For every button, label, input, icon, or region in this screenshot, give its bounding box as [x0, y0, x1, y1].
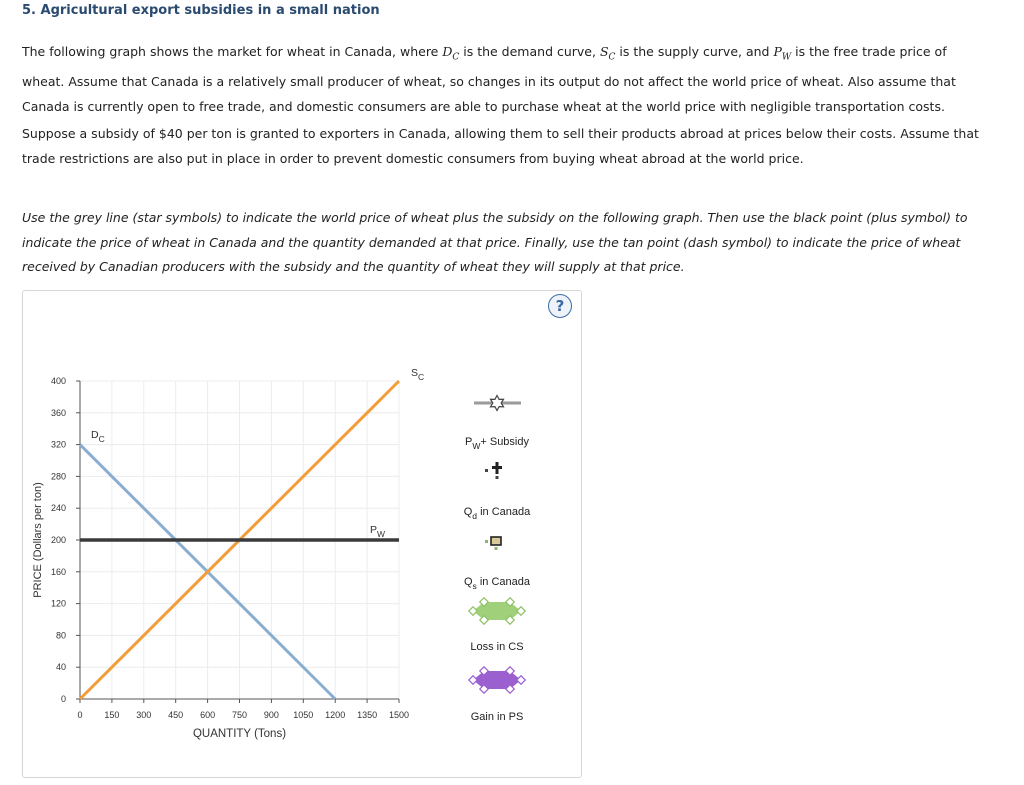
star-icon[interactable] [491, 396, 504, 411]
help-icon[interactable]: ? [548, 294, 572, 318]
y-tick-label-2: 80 [55, 630, 66, 641]
intro-text-c: is the supply curve, and [615, 44, 774, 59]
x-axis-title: QUANTITY (Tons) [192, 728, 287, 740]
x-tick-label-10: 1500 [388, 710, 410, 720]
x-tick-label-2: 300 [136, 710, 152, 720]
plus-tool-dot-left [485, 469, 488, 472]
intro-text-b: is the demand curve, [459, 44, 600, 59]
sc-symbol: $S_C$ [599, 44, 616, 63]
dc-symbol: $D_C$ [442, 44, 460, 63]
y-tick-label-6: 240 [50, 503, 66, 514]
series-label-dc: $D_C$ [91, 429, 105, 444]
x-tick-label-6: 900 [263, 710, 279, 720]
green-area-handle-2[interactable] [517, 607, 525, 615]
y-tick-label-10: 400 [50, 376, 66, 386]
intro-text-d: is the free trade price of wheat. Assume that Canada is a relatively small producer of wheat, so changes in its output do not affect the world price of wheat. Also assume that Canada is currently open to free trade, and domestic consumers are able to purchase wheat at the world price with negligible transportation costs. [22, 44, 956, 114]
series-label-sc: $S_C$ [411, 367, 425, 382]
x-tick-label-5: 750 [231, 710, 248, 720]
intro-paragraph-2: Suppose a subsidy of $40 per ton is granted to exporters in Canada, allowing them to sell their products abroad at prices below their costs. Assume that trade restrictions are also put in place in order to prevent domestic consumers from buying wheat abroad at the world price. [22, 126, 979, 166]
palette-label-0: $P_W+$ Subsidy [465, 436, 529, 451]
y-tick-label-1: 40 [55, 662, 66, 673]
x-tick-label-7: 1050 [293, 710, 314, 720]
green-area-handle-5[interactable] [469, 607, 477, 615]
y-axis-title: PRICE (Dollars per ton) [32, 482, 44, 598]
purple-area-handle-2[interactable] [517, 676, 525, 684]
x-tick-label-3: 450 [168, 710, 184, 720]
palette-label-4: Gain in PS [470, 711, 524, 723]
dash-tool-dot-bottom [495, 547, 498, 550]
x-tick-label-1: 150 [104, 710, 120, 720]
y-tick-label-5: 200 [50, 535, 66, 545]
dc-sub: C [452, 52, 460, 63]
pw-symbol: $P_W$ [773, 44, 792, 63]
x-tick-label-0: 0 [77, 710, 83, 720]
sc-sub: C [608, 52, 616, 63]
green-area-icon[interactable] [473, 602, 521, 620]
pw-sub: W [781, 52, 792, 63]
y-tick-label-8: 320 [50, 439, 66, 450]
instructions-paragraph: Use the grey line (star symbols) to indicate the world price of wheat plus the subsidy on the following graph. Then use the black point (plus symbol) to indicate the price of wheat in Canada and the quantity demanded at that price. Finally, use the tan point (dash symbol) to indicate the price of wheat received by Canadian producers with the subsidy and the quantity of wheat they will supply at that price. [22, 210, 968, 274]
y-tick-label-4: 160 [50, 566, 66, 577]
x-tick-label-8: 1200 [325, 710, 346, 720]
y-tick-label-0: 0 [60, 694, 66, 704]
x-tick-label-4: 600 [200, 710, 216, 720]
palette-label-3: Loss in CS [470, 641, 524, 653]
dash-icon[interactable] [491, 537, 501, 545]
plus-icon-v[interactable] [496, 462, 499, 474]
purple-area-icon[interactable] [473, 671, 521, 689]
series-label-pw: $P_W$ [370, 524, 386, 539]
y-tick-label-7: 280 [50, 471, 66, 482]
dash-tool-dot-left [485, 540, 488, 543]
y-tick-label-3: 120 [50, 598, 66, 609]
x-tick-label-9: 1350 [357, 710, 378, 720]
palette-label-1: $Q_d$ in Canada [463, 506, 531, 521]
intro-text-a: The following graph shows the market for wheat in Canada, where [22, 44, 443, 59]
y-tick-label-9: 360 [50, 407, 66, 418]
plus-tool-dot-bottom [496, 476, 499, 479]
question-title: 5. Agricultural export subsidies in a small nation [22, 3, 380, 18]
palette-label-2: $Q_s$ in Canada [463, 576, 531, 591]
purple-area-handle-5[interactable] [469, 676, 477, 684]
